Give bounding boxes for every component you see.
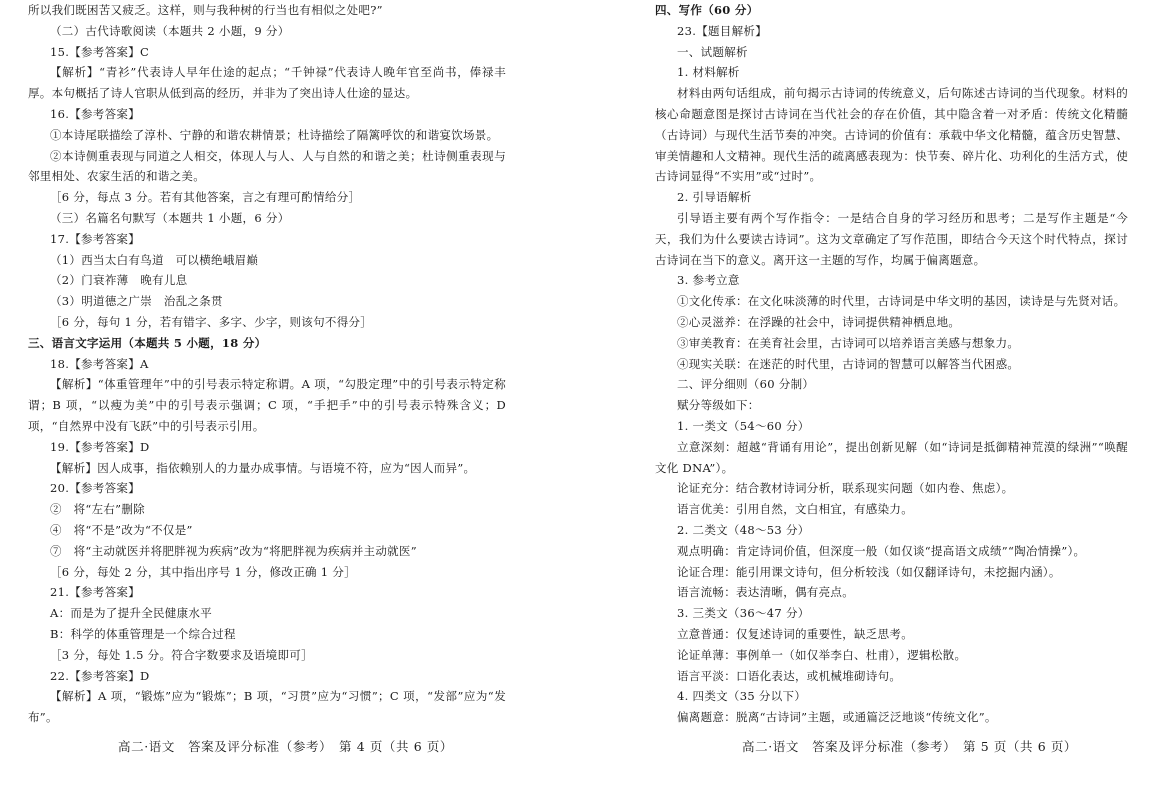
text-line: 1. 一类文（54～60 分） bbox=[677, 418, 810, 433]
text-line: ①本诗尾联描绘了淳朴、宁静的和谐农耕情景；杜诗描绘了隔篱呼饮的和谐宴饮场景。 bbox=[50, 127, 499, 142]
text-line: 2. 二类文（48～53 分） bbox=[677, 522, 810, 537]
text-line: 16.【参考答案】 bbox=[50, 106, 140, 121]
text-line: 【解析】A 项，“锻炼”应为“锻炼”；B 项，“习贯”应为“习惯”；C 项，“发部”应为“发布”。 bbox=[28, 689, 506, 725]
text-line: 语言平淡：口语化表达，或机械堆砌诗句。 bbox=[677, 668, 902, 683]
text-line: ①文化传承：在文化味淡薄的时代里，古诗词是中华文明的基因，读诗是与先贤对话。 bbox=[677, 294, 1126, 309]
text-line: 21.【参考答案】 bbox=[50, 585, 140, 600]
text-line: ［6 分，每处 2 分，其中指出序号 1 分，修改正确 1 分］ bbox=[50, 564, 356, 579]
left-page-footer: 高二·语文 答案及评分标准（参考） 第 4 页（共 6 页） bbox=[118, 739, 454, 754]
text-line: ［6 分，每点 3 分。若有其他答案，言之有理可酌情给分］ bbox=[50, 190, 361, 205]
text-line: ③审美教育：在美育社会里，古诗词可以培养语言美感与想象力。 bbox=[677, 335, 1020, 350]
text-line: （三）名篇名句默写（本题共 1 小题，6 分） bbox=[50, 210, 290, 225]
text-line: ④ 将“不是”改为“不仅是” bbox=[50, 522, 193, 537]
section-heading: 四、写作（60 分） bbox=[655, 3, 759, 17]
text-line: 3. 参考立意 bbox=[677, 273, 740, 288]
text-line: 论证合理：能引用课文诗句，但分析较浅（如仅翻译诗句，未挖掘内涵）。 bbox=[677, 564, 1061, 579]
text-line: 语言流畅：表达清晰，偶有亮点。 bbox=[677, 585, 854, 600]
text-line: 23.【题目解析】 bbox=[677, 23, 767, 38]
right-page-footer: 高二·语文 答案及评分标准（参考） 第 5 页（共 6 页） bbox=[742, 739, 1078, 754]
text-line: 立意普通：仅复述诗词的重要性，缺乏思考。 bbox=[677, 626, 913, 641]
text-line: 语言优美：引用自然，文白相宜，有感染力。 bbox=[677, 502, 913, 517]
text-line: （1）西当太白有鸟道 可以横绝峨眉巅 bbox=[50, 252, 259, 267]
text-line: 立意深刻：超越“背诵有用论”，提出创新见解（如“诗词是抵御精神荒漠的绿洲”“唤醒文化 DNA”）。 bbox=[655, 439, 1128, 475]
text-line: 一、试题解析 bbox=[677, 44, 748, 59]
left-page bbox=[28, 0, 506, 728]
text-line: 3. 三类文（36～47 分） bbox=[677, 606, 810, 621]
text-line: 【解析】“体重管理年”中的引号表示特定称谓。A 项，“勾股定理”中的引号表示特定称谓；B 项，“以瘦为美”中的引号表示强调；C 项，“手把手”中的引号表示特殊含义；D 项，“自然界中没有飞跃”中的引号表示引用。 bbox=[28, 377, 506, 433]
text-line: 17.【参考答案】 bbox=[50, 231, 140, 246]
text-line: 二、评分细则（60 分制） bbox=[677, 377, 815, 392]
text-line: ［3 分，每处 1.5 分。符合字数要求及语境即可］ bbox=[50, 647, 313, 662]
text-line: 4. 四类文（35 分以下） bbox=[677, 689, 807, 704]
text-line: 20.【参考答案】 bbox=[50, 481, 140, 496]
text-line: 引导语主要有两个写作指令：一是结合自身的学习经历和思考；二是写作主题是“今天，我们为什么要读古诗词”。这为文章确定了写作范围，即结合今天这个时代特点，探讨古诗词在当下的意义。离开这一主题的写作，均属于偏离题意。 bbox=[655, 210, 1128, 267]
text-line: 观点明确：肯定诗词价值，但深度一般（如仅谈“提高语文成绩”“陶冶情操”）。 bbox=[677, 543, 1086, 558]
text-line: （3）明道德之广崇 治乱之条贯 bbox=[50, 294, 223, 309]
text-line: （2）门衰祚薄 晚有儿息 bbox=[50, 273, 188, 288]
text-line: ⑦ 将“主动就医并将肥胖视为疾病”改为“将肥胖视为疾病并主动就医” bbox=[50, 543, 417, 558]
text-line: 所以我们既困苦又疲乏。这样，则与我种树的行当也有相似之处吧?” bbox=[28, 3, 383, 17]
text-line: （二）古代诗歌阅读（本题共 2 小题，9 分） bbox=[50, 23, 290, 38]
text-line: 赋分等级如下： bbox=[677, 398, 760, 413]
text-line: ［6 分，每句 1 分，若有错字、多字、少字，则该句不得分］ bbox=[50, 314, 373, 329]
text-line: A：而是为了提升全民健康水平 bbox=[50, 606, 213, 621]
text-line: ② 将“左右”删除 bbox=[50, 502, 145, 517]
text-line: ④现实关联：在迷茫的时代里，古诗词的智慧可以解答当代困惑。 bbox=[677, 356, 1020, 371]
text-line: 【解析】“青衫”代表诗人早年仕途的起点；“千钟禄”代表诗人晚年官至尚书，俸禄丰厚。本句概括了诗人官职从低到高的经历，并非为了突出诗人仕途的显达。 bbox=[28, 65, 506, 101]
section-heading: 三、语言文字运用（本题共 5 小题，18 分） bbox=[28, 335, 267, 350]
text-line: ②本诗侧重表现与同道之人相交，体现人与人、人与自然的和谐之美；杜诗侧重表现与邻里相处、农家生活的和谐之美。 bbox=[28, 148, 506, 184]
text-line: 15.【参考答案】C bbox=[50, 44, 150, 59]
text-line: 2. 引导语解析 bbox=[677, 190, 752, 205]
text-line: 18.【参考答案】A bbox=[50, 356, 149, 371]
text-line: 论证单薄：事例单一（如仅举李白、杜甫），逻辑松散。 bbox=[677, 647, 967, 662]
right-page bbox=[655, 0, 1128, 728]
text-line: 论证充分：结合教材诗词分析，联系现实问题（如内卷、焦虑）。 bbox=[677, 481, 1014, 496]
text-line: B：科学的体重管理是一个综合过程 bbox=[50, 626, 236, 641]
text-line: ②心灵滋养：在浮躁的社会中，诗词提供精神栖息地。 bbox=[677, 314, 961, 329]
text-line: 1. 材料解析 bbox=[677, 65, 740, 80]
text-line: 【解析】因人成事，指依赖别人的力量办成事情。与语境不符，应为“因人而异”。 bbox=[50, 460, 476, 475]
text-line: 偏离题意：脱离“古诗词”主题，或通篇泛泛地谈“传统文化”。 bbox=[677, 710, 997, 725]
text-line: 22.【参考答案】D bbox=[50, 668, 150, 683]
text-line: 19.【参考答案】D bbox=[50, 439, 150, 454]
text-line: 材料由两句话组成，前句揭示古诗词的传统意义，后句陈述古诗词的当代现象。材料的核心命题意图是探讨古诗词在当代社会的存在价值，其中隐含着一对矛盾：传统文化精髓（古诗词）与现代生活节奏的冲突。古诗词的价值有：承载中华文化精髓，蕴含历史智慧、审美情趣和人文精神。现代生活的疏离感表现为：快节奏、碎片化、功利化的生活方式，使古诗词显得“不实用”或“过时”。 bbox=[655, 86, 1128, 184]
